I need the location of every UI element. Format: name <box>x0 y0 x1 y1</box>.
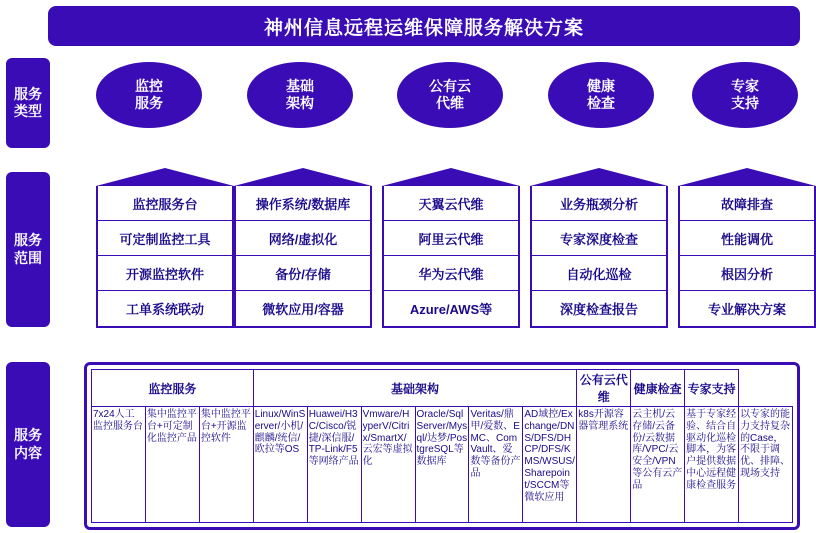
scope-item-monitor-2[interactable]: 开源监控软件 <box>98 256 232 291</box>
scope-item-infra-2[interactable]: 备份/存储 <box>236 256 370 291</box>
scope-item-monitor-1[interactable]: 可定制监控工具 <box>98 221 232 256</box>
table-cell-5: Vmware/HyperV/Citrix/SmartX/云宏等虚拟化 <box>361 407 415 523</box>
service-type-ellipse-cloud[interactable]: 公有云 代维 <box>397 62 503 128</box>
table-cell-0: 7x24人工监控服务台 <box>92 407 146 523</box>
scope-box-cloud <box>382 186 520 328</box>
table-cell-9: k8s开源容器管理系统 <box>577 407 631 523</box>
table-group-header-3: 健康检查 <box>631 370 685 407</box>
scope-item-expert-1[interactable]: 性能调优 <box>680 221 814 256</box>
arrow-down-icon <box>678 168 816 186</box>
arrow-down-icon <box>234 168 372 186</box>
scope-column-infra <box>234 168 372 328</box>
table-header-row <box>92 370 793 407</box>
service-type-ellipse-health[interactable]: 健康 检查 <box>548 62 654 128</box>
table-cell-4: Huawei/H3C/Cisco/锐捷/深信服/TP-Link/F5等网络产品 <box>307 407 361 523</box>
scope-box-expert <box>678 186 816 328</box>
scope-column-expert <box>678 168 816 328</box>
table-cell-6: Oracle/SqlServer/Mysql/达梦/PostgreSQL等数据库 <box>415 407 469 523</box>
table-group-header-0: 监控服务 <box>92 370 254 407</box>
scope-item-infra-1[interactable]: 网络/虚拟化 <box>236 221 370 256</box>
arrow-down-icon <box>530 168 668 186</box>
service-content-panel <box>84 362 800 530</box>
scope-item-health-2[interactable]: 自动化巡检 <box>532 256 666 291</box>
table-cell-12: 以专家的能力支持复杂的Case，不限于调优、排障、现场支持 <box>739 407 793 523</box>
scope-item-health-0[interactable]: 业务瓶颈分析 <box>532 186 666 221</box>
scope-column-health <box>530 168 668 328</box>
arrow-down-icon <box>96 168 234 186</box>
scope-item-cloud-3[interactable]: Azure/AWS等 <box>409 302 493 317</box>
scope-item-expert-0[interactable]: 故障排查 <box>680 186 814 221</box>
scope-item-expert-3[interactable]: 专业解决方案 <box>707 302 786 317</box>
scope-column-monitor <box>96 168 234 328</box>
table-cell-11: 基于专家经验、结合自驱动化巡检脚本，为客户提供数据中心远程健康检查服务 <box>685 407 739 523</box>
row-label-service-scope: 服务 范围 <box>6 172 50 327</box>
table-cell-1: 集中监控平台+可定制化监控产品 <box>145 407 199 523</box>
service-type-ellipse-infra[interactable]: 基础 架构 <box>247 62 353 128</box>
service-type-ellipse-monitor[interactable]: 监控 服务 <box>96 62 202 128</box>
scope-item-infra-0[interactable]: 操作系统/数据库 <box>236 186 370 221</box>
table-group-header-2: 公有云代维 <box>577 370 631 407</box>
scope-item-expert-2[interactable]: 根因分析 <box>680 256 814 291</box>
service-content-table <box>91 369 793 523</box>
table-cell-2: 集中监控平台+开源监控软件 <box>199 407 253 523</box>
scope-box-health <box>530 186 668 328</box>
row-label-service-content: 服务 内容 <box>6 362 50 527</box>
arrow-down-icon <box>382 168 520 186</box>
scope-item-health-1[interactable]: 专家深度检查 <box>532 221 666 256</box>
table-row <box>92 407 793 523</box>
scope-item-monitor-0[interactable]: 监控服务台 <box>98 186 232 221</box>
scope-column-cloud <box>382 168 520 328</box>
scope-box-monitor <box>96 186 234 328</box>
table-cell-8: AD域控/Exchange/DNS/DFS/DHCP/DFS/KMS/WSUS/Sharepoint/SCCM等微软应用 <box>523 407 577 523</box>
scope-box-infra <box>234 186 372 328</box>
service-type-ellipse-expert[interactable]: 专家 支持 <box>692 62 798 128</box>
scope-item-cloud-0[interactable]: 天翼云代维 <box>384 186 518 221</box>
table-cell-10: 云主机/云存储/云备份/云数据库/VPC/云安全/VPN等公有云产品 <box>631 407 685 523</box>
scope-item-infra-3[interactable]: 微软应用/容器 <box>262 302 344 317</box>
table-group-header-4: 专家支持 <box>685 370 739 407</box>
scope-item-cloud-2[interactable]: 华为云代维 <box>384 256 518 291</box>
table-cell-7: Veritas/鼎甲/爱数、EMC、ComVault、爱数等备份产品 <box>469 407 523 523</box>
scope-item-monitor-3[interactable]: 工单系统联动 <box>125 302 204 317</box>
scope-item-cloud-1[interactable]: 阿里云代维 <box>384 221 518 256</box>
table-group-header-1: 基础架构 <box>253 370 577 407</box>
row-label-service-type: 服务 类型 <box>6 58 50 148</box>
scope-item-health-3[interactable]: 深度检查报告 <box>559 302 638 317</box>
page-title: 神州信息远程运维保障服务解决方案 <box>48 6 800 46</box>
table-cell-3: Linux/WinServer/小机/麒麟/统信/欧拉等OS <box>253 407 307 523</box>
